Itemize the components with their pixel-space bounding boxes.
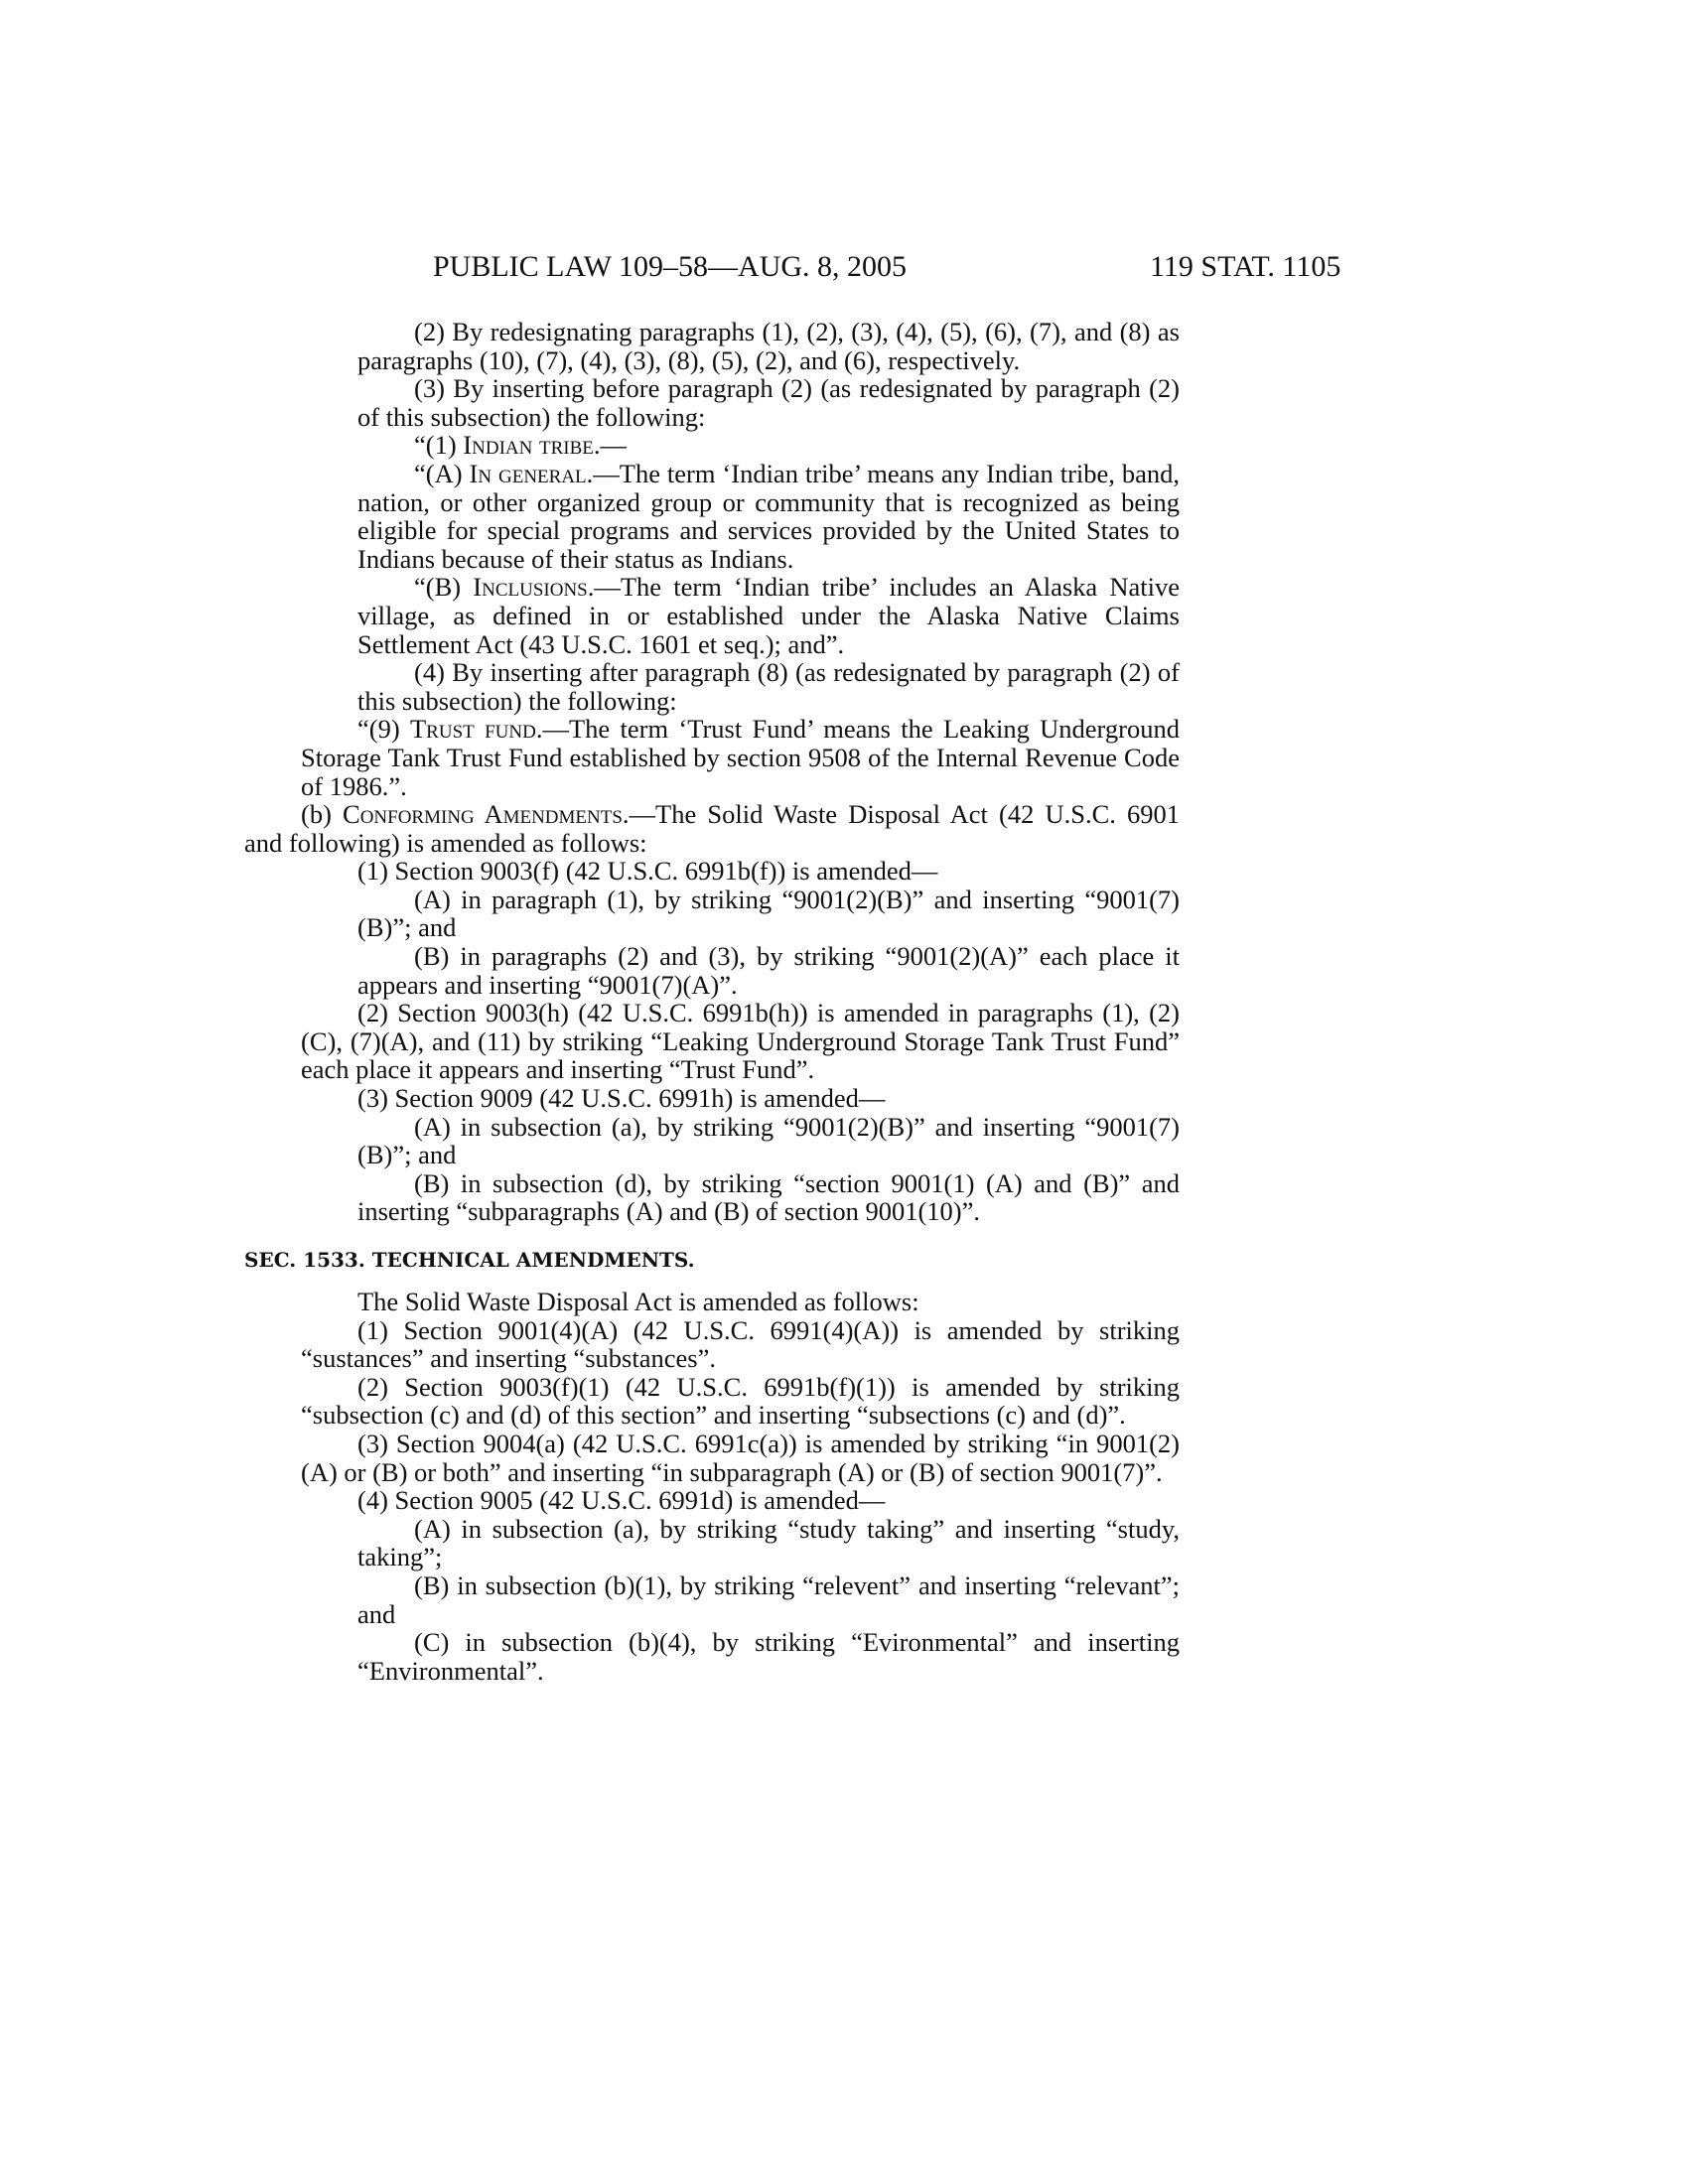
paragraph-heading: Indian tribe [463,430,594,461]
paragraph-text: .—The Solid Waste Disposal Act (42 U.S.C. 6901 and following) is amended as follows: [244,799,1180,858]
paragraph [301,431,1180,460]
paragraph [301,460,1180,573]
section-heading: SEC. 1533. TECHNICAL AMENDMENTS. [244,1248,695,1272]
paragraph: (4) By inserting after paragraph (8) (as redesignated by paragraph (2) of this subsection) the following: [357,657,1180,716]
paragraph-suffix: .— [593,430,627,461]
paragraph: (4) Section 9005 (42 U.S.C. 6991d) is amended— [357,1485,886,1516]
paragraph: (A) in paragraph (1), by striking “9001(2)(B)” and inserting “9001(7)(B)”; and [357,884,1180,943]
paragraph: (A) in subsection (a), by striking “study taking” and inserting “study, taking”; [357,1513,1180,1572]
paragraph [301,715,1180,800]
paragraph: (2) Section 9003(f)(1) (42 U.S.C. 6991b(f)(1)) is amended by striking “subsection (c) and (d) of this section” and inserting “subsections (c) and (d)”. [301,1371,1180,1431]
running-header [0,250,1688,290]
paragraph-prefix: “(A) [414,458,470,488]
paragraph-prefix: “(B) [414,572,474,603]
paragraph: (C) in subsection (b)(4), by striking “Evironmental” and inserting “Environmental”. [357,1627,1180,1686]
paragraph: (2) Section 9003(h) (42 U.S.C. 6991b(h)) is amended in paragraphs (1), (2)(C), (7)(A), and (11) by striking “Leaking Underground Storage Tank Trust Fund” each place it appears and inserting “Trust Fund”. [301,998,1180,1085]
paragraph: (1) Section 9001(4)(A) (42 U.S.C. 6991(4)(A)) is amended by striking “sustances” and inserting “substances”. [301,1314,1180,1374]
paragraph: (1) Section 9003(f) (42 U.S.C. 6991b(f)) is amended— [357,856,938,887]
document-body [244,317,1180,1686]
paragraph: (B) in subsection (d), by striking “section 9001(1) (A) and (B)” and inserting “subparagraphs (A) and (B) of section 9001(10)”. [357,1167,1180,1227]
paragraph: The Solid Waste Disposal Act is amended as follows: [357,1287,919,1316]
header-title: PUBLIC LAW 109–58—AUG. 8, 2005 [433,250,908,283]
paragraph-prefix: “(9) [357,714,410,745]
paragraph: (B) in paragraphs (2) and (3), by striking “9001(2)(A)” each place it appears and inserting “9001(7)(A)”. [357,941,1180,1000]
paragraph-heading: Trust fund [410,714,536,745]
header-page-number: 119 STAT. 1105 [1150,250,1341,283]
paragraph-text: .—The term ‘Indian tribe’ includes an Alaska Native village, as defined in or established under the Alaska Native Claims Settlement Act (43 U.S.C. 1601 et seq.); and”. [357,572,1180,659]
paragraph-text: .—The term ‘Indian tribe’ means any Indian tribe, band, nation, or other organized group or community that is recognized as being eligible for special programs and services provided by the United States to Indians because of their status as Indians. [357,458,1180,574]
paragraph: (3) Section 9004(a) (42 U.S.C. 6991c(a)) is amended by striking “in 9001(2) (A) or (B) or both” and inserting “in subparagraph (A) or (B) of section 9001(7)”. [301,1428,1180,1487]
paragraph-prefix: (b) [301,799,344,830]
paragraph: (3) Section 9009 (42 U.S.C. 6991h) is amended— [357,1083,886,1114]
paragraph-text: .—The term ‘Trust Fund’ means the Leaking Underground Storage Tank Trust Fund established by section 9508 of the Internal Revenue Code of 1986.”. [301,714,1180,801]
paragraph: (2) By redesignating paragraphs (1), (2), (3), (4), (5), (6), (7), and (8) as paragraphs (10), (7), (4), (3), (8), (5), (2), and (6), respectively. [357,317,1180,375]
paragraph-prefix: “(1) [414,430,464,461]
paragraph-heading: Inclusions [473,572,588,603]
paragraph: (B) in subsection (b)(1), by striking “relevent” and inserting “relevant”; and [357,1570,1180,1629]
paragraph [244,800,1180,857]
paragraph-heading: In general [469,458,587,488]
paragraph: (A) in subsection (a), by striking “9001(2)(B)” and inserting “9001(7)(B)”; and [357,1111,1180,1170]
paragraph [301,573,1180,658]
paragraph-heading: Conforming Amendments [343,799,623,830]
paragraph: (3) By inserting before paragraph (2) (as redesignated by paragraph (2) of this subsection) the following: [357,373,1180,432]
